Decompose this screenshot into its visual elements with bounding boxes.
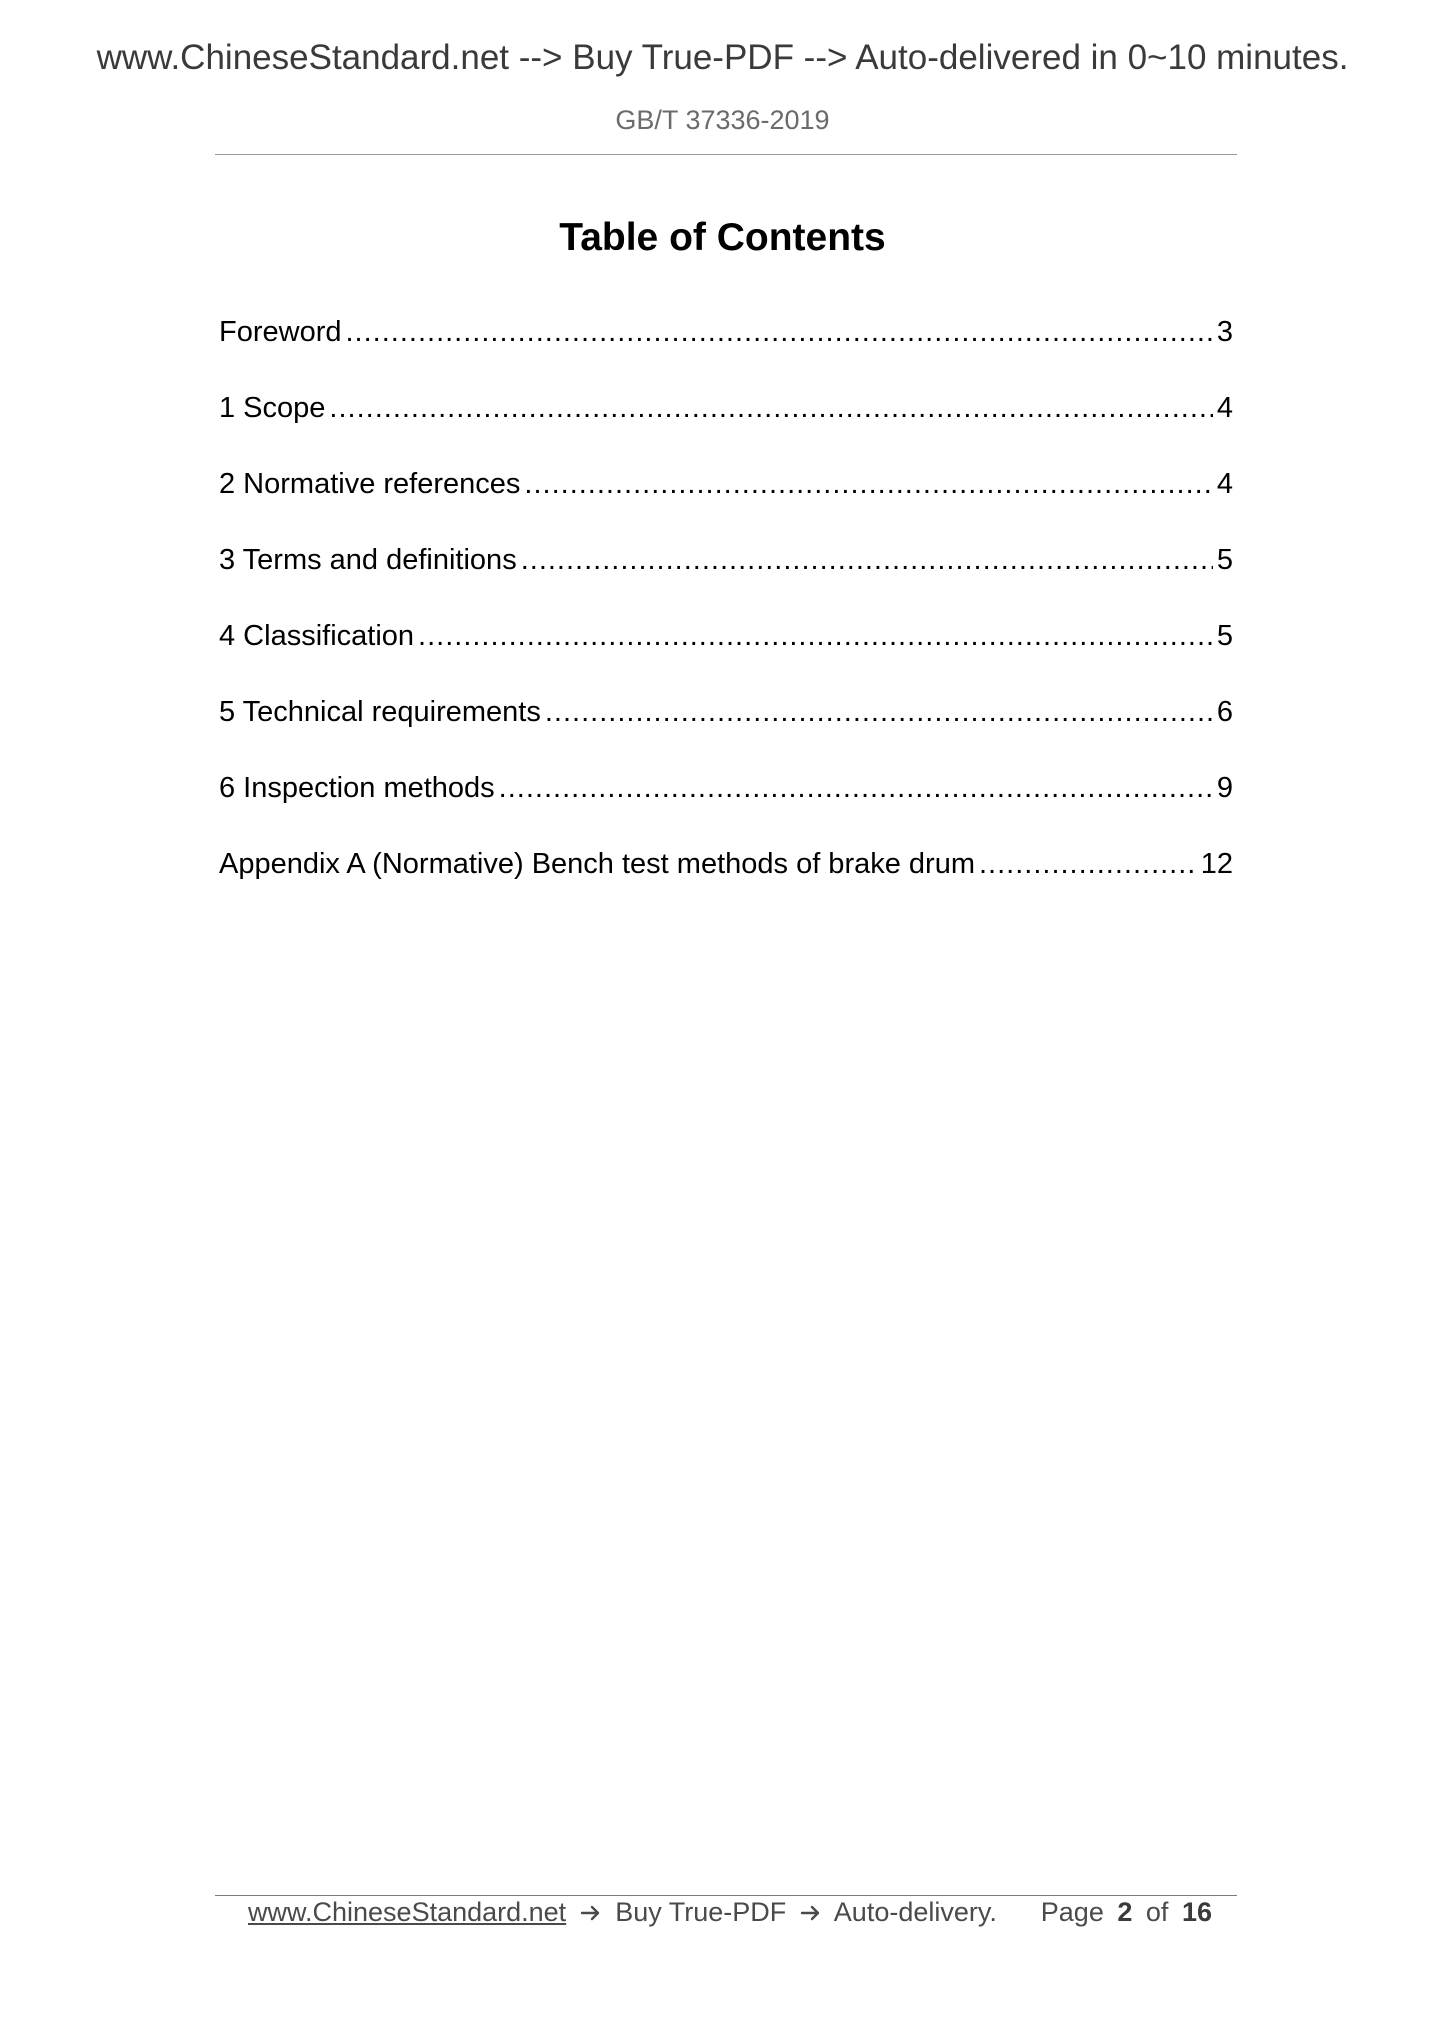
- document-code: GB/T 37336-2019: [615, 105, 830, 135]
- toc-list: [219, 312, 1233, 920]
- toc-entry-label: 1 Scope: [219, 392, 326, 424]
- toc-entry-label: 3 Terms and definitions: [219, 544, 517, 576]
- toc-entry-page: 12: [1200, 848, 1233, 880]
- toc-dot-leader: [499, 768, 1213, 808]
- toc-entry-label: Appendix A (Normative) Bench test methods of brake drum: [219, 848, 975, 880]
- toc-entry-page: 5: [1216, 544, 1233, 576]
- toc-entry-page: 9: [1216, 772, 1233, 804]
- current-page-number: 2: [1117, 1897, 1133, 1927]
- page-footer: [248, 1897, 1218, 1928]
- footer-divider: [215, 1895, 1237, 1896]
- toc-entry-foreword[interactable]: [219, 312, 1233, 388]
- toc-entry-label: Foreword: [219, 316, 342, 348]
- toc-dot-leader: [545, 692, 1213, 732]
- toc-entry-normative-references[interactable]: [219, 464, 1233, 540]
- toc-entry-label: 6 Inspection methods: [219, 772, 495, 804]
- toc-entry-label: 2 Normative references: [219, 468, 521, 500]
- page-label: Page: [1040, 1897, 1104, 1927]
- page-counter: [1041, 1897, 1218, 1928]
- total-page-count: 16: [1181, 1897, 1212, 1927]
- footer-delivery-text: Auto-delivery.: [833, 1897, 997, 1927]
- toc-entry-page: 6: [1216, 696, 1233, 728]
- toc-entry-label: 4 Classification: [219, 620, 415, 652]
- toc-entry-classification[interactable]: [219, 616, 1233, 692]
- toc-entry-label: 5 Technical requirements: [219, 696, 541, 728]
- right-arrow-icon: [580, 1904, 602, 1922]
- toc-entry-scope[interactable]: [219, 388, 1233, 464]
- toc-dot-leader: [346, 312, 1213, 352]
- toc-title: Table of Contents: [559, 216, 886, 259]
- toc-entry-appendix-a[interactable]: [219, 844, 1233, 920]
- toc-entry-terms-definitions[interactable]: [219, 540, 1233, 616]
- footer-site-link[interactable]: www.ChineseStandard.net: [248, 1897, 567, 1927]
- right-arrow-icon: [800, 1904, 822, 1922]
- toc-dot-leader: [418, 616, 1213, 656]
- toc-entry-inspection-methods[interactable]: [219, 768, 1233, 844]
- toc-entry-page: 5: [1216, 620, 1233, 652]
- toc-dot-leader: [329, 388, 1212, 428]
- footer-buy-text: Buy True-PDF: [615, 1897, 787, 1927]
- toc-entry-page: 4: [1216, 468, 1233, 500]
- toc-dot-leader: [524, 464, 1212, 504]
- top-banner: www.ChineseStandard.net --> Buy True-PDF --> Auto-delivered in 0~10 minutes.: [96, 38, 1349, 77]
- toc-entry-page: 3: [1216, 316, 1233, 348]
- of-label: of: [1145, 1897, 1169, 1927]
- toc-entry-page: 4: [1216, 392, 1233, 424]
- toc-dot-leader: [979, 844, 1197, 884]
- header-divider: [215, 154, 1237, 155]
- toc-dot-leader: [521, 540, 1213, 580]
- toc-entry-technical-requirements[interactable]: [219, 692, 1233, 768]
